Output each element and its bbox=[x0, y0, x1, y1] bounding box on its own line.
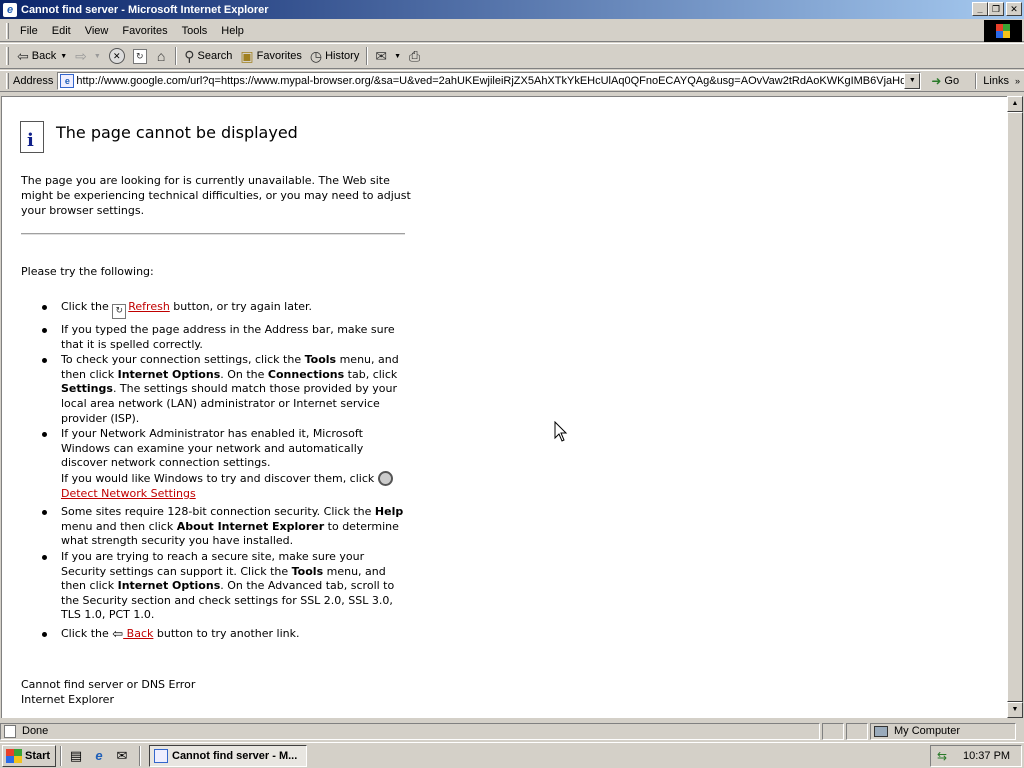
history-button[interactable] bbox=[306, 45, 363, 67]
refresh-link[interactable]: Refresh bbox=[128, 300, 170, 313]
taskbar bbox=[0, 742, 1024, 768]
tip-text: button to try another link. bbox=[153, 626, 300, 640]
links-separator bbox=[975, 73, 977, 89]
windows-flag-icon bbox=[6, 749, 22, 763]
go-button[interactable] bbox=[931, 74, 959, 88]
tip-text: menu, and then click bbox=[61, 353, 399, 381]
ie-icon bbox=[154, 749, 168, 763]
tip-text: If your Network Administrator has enabled it, Microsoft Windows can examine your network and automatically discover network connection settings. bbox=[61, 427, 364, 470]
ie-quicklaunch-icon[interactable]: e bbox=[95, 748, 103, 763]
chevron-right-icon[interactable]: » bbox=[1014, 76, 1020, 86]
ie-icon: e bbox=[3, 3, 17, 17]
list-item bbox=[42, 300, 404, 319]
chevron-down-icon[interactable]: ▼ bbox=[93, 52, 101, 60]
show-desktop-icon[interactable]: ▤ bbox=[69, 747, 83, 763]
mail-button[interactable] bbox=[371, 45, 405, 67]
start-label: Start bbox=[25, 749, 51, 762]
status-text: Done bbox=[22, 725, 49, 737]
taskbar-separator bbox=[60, 746, 62, 766]
favorites-label: Favorites bbox=[256, 50, 302, 62]
tip-text: to determine what strength security you have installed. bbox=[61, 519, 399, 548]
scroll-up-button[interactable]: ▲ bbox=[1007, 96, 1023, 112]
status-text-panel bbox=[0, 723, 820, 740]
scroll-thumb[interactable] bbox=[1007, 112, 1023, 702]
tip-text: Click the bbox=[61, 626, 113, 640]
history-label: History bbox=[325, 50, 360, 62]
error-footer bbox=[21, 677, 195, 707]
windows-logo-throbber bbox=[984, 20, 1022, 42]
tip-text: Click the bbox=[61, 300, 113, 313]
chevron-down-icon[interactable]: ▼ bbox=[394, 52, 402, 60]
toolbar-grip[interactable] bbox=[6, 47, 9, 65]
mouse-cursor-icon bbox=[554, 421, 568, 443]
favorites-folder-icon: ▣ bbox=[240, 47, 254, 64]
error-header bbox=[20, 121, 298, 153]
tools-bold: Tools bbox=[304, 353, 337, 367]
list-item bbox=[42, 505, 404, 549]
search-button[interactable] bbox=[180, 45, 236, 67]
about-ie-bold: About Internet Explorer bbox=[176, 519, 325, 533]
menu-file[interactable]: File bbox=[20, 24, 38, 37]
divider bbox=[21, 233, 405, 235]
vertical-scrollbar[interactable] bbox=[1007, 96, 1023, 718]
tip-text: button, or try again later. bbox=[169, 300, 313, 313]
intro-text: The page you are looking for is currently unavailable. The Web site might be experiencing technical difficulties, or you may need to adjust your browser settings. bbox=[21, 174, 411, 217]
menu-bar bbox=[0, 20, 1024, 42]
connections-bold: Connections bbox=[267, 367, 345, 381]
status-panel bbox=[822, 723, 844, 740]
tip-text: . The settings should match those provided by your local area network (LAN) administrator or Internet service provider (ISP). bbox=[61, 382, 397, 425]
help-bold: Help bbox=[374, 505, 404, 519]
page-icon: e bbox=[60, 74, 74, 88]
title-bar[interactable] bbox=[0, 0, 1024, 19]
internet-options-bold: Internet Options bbox=[117, 367, 221, 381]
favorites-button[interactable] bbox=[236, 45, 305, 67]
back-link[interactable]: Back bbox=[123, 626, 154, 640]
start-button[interactable] bbox=[2, 745, 56, 767]
system-tray bbox=[930, 745, 1022, 767]
tip-text: tab, click bbox=[344, 367, 398, 381]
menu-help[interactable]: Help bbox=[221, 24, 244, 37]
detect-network-icon bbox=[378, 471, 393, 486]
menu-grip[interactable] bbox=[6, 23, 9, 39]
window-title: Cannot find server - Microsoft Internet Explorer bbox=[21, 3, 269, 16]
back-label: Back bbox=[31, 50, 57, 62]
task-label: Cannot find server - M... bbox=[172, 749, 298, 762]
taskbar-ie-window-button[interactable] bbox=[149, 745, 307, 767]
detect-network-settings-link[interactable]: Detect Network Settings bbox=[61, 486, 196, 500]
tip-text: If you are trying to reach a secure site, make sure your Security settings can support it. Click the bbox=[61, 549, 365, 578]
status-bar bbox=[0, 721, 1024, 741]
taskbar-separator bbox=[139, 746, 141, 766]
restore-button[interactable]: ❐ bbox=[988, 2, 1004, 16]
page-content bbox=[1, 96, 1007, 718]
go-label: Go bbox=[944, 75, 960, 87]
network-icon[interactable]: ⇆ bbox=[937, 749, 948, 763]
toolbar-separator bbox=[175, 47, 177, 65]
print-button[interactable] bbox=[405, 45, 427, 67]
address-input[interactable] bbox=[76, 75, 906, 87]
back-arrow-icon: ⇦ bbox=[17, 47, 29, 64]
tools-bold: Tools bbox=[291, 564, 324, 578]
address-grip[interactable] bbox=[6, 73, 9, 89]
page-title: The page cannot be displayed bbox=[56, 122, 298, 142]
list-item bbox=[42, 353, 404, 426]
tip-text: . On the bbox=[220, 367, 268, 381]
history-clock-icon: ◷ bbox=[309, 47, 323, 64]
tip-text: To check your connection settings, click the bbox=[61, 353, 305, 367]
forward-arrow-icon: ⇨ bbox=[75, 47, 87, 64]
try-heading: Please try the following: bbox=[21, 265, 154, 278]
address-field[interactable] bbox=[57, 72, 921, 90]
settings-bold: Settings bbox=[61, 382, 113, 396]
refresh-icon: ↻ bbox=[112, 304, 126, 319]
home-icon: ⌂ bbox=[156, 48, 166, 64]
search-icon: ⚲ bbox=[184, 47, 195, 64]
forward-button[interactable] bbox=[71, 45, 105, 67]
menu-edit[interactable]: Edit bbox=[51, 24, 71, 37]
clock[interactable]: 10:37 PM bbox=[963, 750, 1011, 762]
list-item bbox=[42, 550, 404, 623]
address-bar bbox=[0, 70, 1024, 92]
tip-text: menu and then click bbox=[61, 519, 177, 533]
info-icon: i bbox=[20, 121, 44, 153]
links-label: Links bbox=[983, 75, 1009, 87]
minimize-button[interactable]: _ bbox=[972, 2, 988, 16]
address-dropdown-button[interactable]: ▼ bbox=[904, 73, 920, 89]
menu-view[interactable]: View bbox=[84, 24, 109, 37]
zone-label: My Computer bbox=[894, 725, 961, 737]
tip-text: If you would like Windows to try and discover them, click bbox=[61, 471, 378, 485]
tip-text: . On the Advanced tab, scroll to the Security section and check settings for SSL 2.0, SSL 3.0, TLS 1.0, PCT 1.0. bbox=[61, 579, 395, 622]
back-button[interactable] bbox=[13, 45, 71, 67]
list-item bbox=[42, 427, 404, 501]
address-label: Address bbox=[13, 75, 54, 87]
page-icon bbox=[4, 725, 16, 738]
internet-options-bold: Internet Options bbox=[117, 579, 221, 593]
chevron-down-icon[interactable]: ▼ bbox=[60, 52, 68, 60]
windows-flag-icon bbox=[996, 24, 1010, 38]
menu-tools[interactable]: Tools bbox=[181, 24, 208, 37]
close-button[interactable]: ✕ bbox=[1006, 2, 1022, 16]
stop-button[interactable] bbox=[105, 45, 129, 67]
tips-list bbox=[42, 300, 404, 643]
home-button[interactable] bbox=[153, 45, 172, 67]
outlook-express-icon[interactable]: ✉ bbox=[116, 747, 128, 763]
go-arrow-icon: ➜ bbox=[931, 74, 942, 88]
list-item bbox=[42, 323, 404, 352]
refresh-button[interactable] bbox=[129, 45, 153, 67]
error-source: Internet Explorer bbox=[21, 693, 114, 706]
mail-icon: ✉ bbox=[375, 47, 388, 64]
status-panel bbox=[846, 723, 868, 740]
list-item bbox=[42, 627, 404, 643]
tip-text: If you typed the page address in the Address bar, make sure that it is spelled correctly. bbox=[61, 323, 395, 351]
print-icon: ⎙ bbox=[409, 47, 421, 64]
tip-text: Some sites require 128-bit connection security. Click the bbox=[61, 505, 375, 519]
security-zone-panel bbox=[870, 723, 1016, 740]
back-arrow-icon: ⇦ bbox=[112, 626, 124, 642]
toolbar-separator bbox=[366, 47, 368, 65]
links-toolbar[interactable] bbox=[975, 73, 1020, 89]
my-computer-icon bbox=[874, 726, 888, 737]
menu-favorites[interactable]: Favorites bbox=[122, 24, 168, 37]
search-label: Search bbox=[197, 50, 233, 62]
standard-toolbar bbox=[0, 43, 1024, 69]
refresh-icon: ↻ bbox=[133, 49, 147, 64]
tip-text: menu, and then click bbox=[61, 564, 386, 593]
scroll-down-button[interactable]: ▼ bbox=[1007, 702, 1023, 718]
stop-icon: ✕ bbox=[109, 48, 125, 64]
error-type: Cannot find server or DNS Error bbox=[21, 678, 196, 691]
